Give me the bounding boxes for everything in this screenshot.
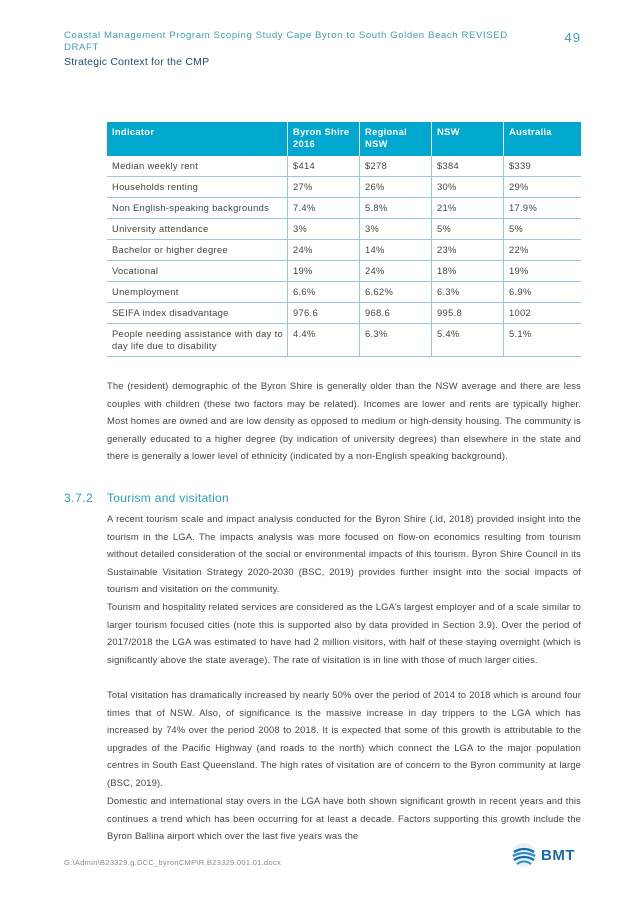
value-cell: 24% (288, 240, 360, 261)
indicator-cell: Households renting (107, 177, 288, 198)
indicator-cell: Bachelor or higher degree (107, 240, 288, 261)
file-path: G:\Admin\B23329.g.DCC_byronCMP\R.B23329.001.01.docx (64, 858, 282, 867)
table-row (107, 324, 581, 357)
paragraph: A recent tourism scale and impact analysis conducted for the Byron Shire (.id, 2018) provided insight into the tourism in the LGA. The impacts analysis was more focused on flow-on economics resulting from tourism without detailed consideration of the social or environmental impacts of this tourism. Byron Shire Council in its Sustainable Visitation Strategy 2020-2030 (BSC, 2019) provides further insight into the social impacts of tourism and visitation on the community. (107, 513, 581, 595)
value-cell: 21% (432, 198, 504, 219)
value-cell: 29% (504, 177, 582, 198)
paragraph: Domestic and international stay overs in the LGA have both shown significant growth in recent years and this continues a trend which has been occurring for at least a decade. Factors supporting this growth include the Byron Ballina airport which over the last five years was the (107, 795, 581, 842)
value-cell: $278 (360, 156, 432, 177)
column-header-byron-shire: Byron Shire 2016 (288, 122, 360, 156)
value-cell: 6.9% (504, 282, 582, 303)
value-cell: 19% (504, 261, 582, 282)
value-cell: 5% (504, 219, 582, 240)
column-header-nsw: NSW (432, 122, 504, 156)
value-cell: 19% (288, 261, 360, 282)
value-cell: 22% (504, 240, 582, 261)
value-cell: 976.6 (288, 303, 360, 324)
table-header-row (107, 122, 581, 156)
value-cell: 4.4% (288, 324, 360, 357)
value-cell: 968.6 (360, 303, 432, 324)
value-cell: $339 (504, 156, 582, 177)
value-cell: 3% (360, 219, 432, 240)
value-cell: 26% (360, 177, 432, 198)
value-cell: 6.62% (360, 282, 432, 303)
logo-text: BMT (541, 846, 575, 864)
table-row (107, 177, 581, 198)
indicator-cell: Median weekly rent (107, 156, 288, 177)
value-cell: 18% (432, 261, 504, 282)
table-row (107, 219, 581, 240)
paragraph: Tourism and hospitality related services are considered as the LGA’s largest employer and of a scale similar to larger tourism focused cities (note this is supported also by data provided in Section 3.9). Over the period of 2017/2018 the LGA was estimated to have had 2 million visitors, with half of these staying overnight (which is significantly above the state average). The rate of visitation is in line with those of much larger cities. (107, 601, 581, 665)
value-cell: 24% (360, 261, 432, 282)
indicator-cell: Vocational (107, 261, 288, 282)
table-row (107, 198, 581, 219)
table-row (107, 261, 581, 282)
table-row (107, 303, 581, 324)
chapter-subtitle: Strategic Context for the CMP (64, 56, 210, 68)
indicator-cell: People needing assistance with day to day life due to disability (107, 324, 288, 357)
table-row (107, 282, 581, 303)
column-header-australia: Australia (504, 122, 582, 156)
table-row (107, 156, 581, 177)
value-cell: 5.8% (360, 198, 432, 219)
indicator-cell: Non English-speaking backgrounds (107, 198, 288, 219)
value-cell: 14% (360, 240, 432, 261)
value-cell: 6.3% (432, 282, 504, 303)
paragraph: Total visitation has dramatically increased by nearly 50% over the period of 2014 to 2018 which is around four times that of NSW. Also, of significance is the massive increase in day trippers to the LGA which has increased by 74% over the period 2008 to 2018. It is expected that some of this growth is attributable to the upgrades of the Pacific Highway (and roads to the north) which connect the LGA to the major population centres in South East Queensland. The high rates of visitation are of concern to the Byron community at large (BSC, 2019). (107, 689, 581, 788)
indicator-cell: SEIFA index disadvantage (107, 303, 288, 324)
value-cell: 6.6% (288, 282, 360, 303)
value-cell: 995.8 (432, 303, 504, 324)
value-cell: 5.4% (432, 324, 504, 357)
value-cell: $384 (432, 156, 504, 177)
value-cell: 7.4% (288, 198, 360, 219)
value-cell: 27% (288, 177, 360, 198)
value-cell: 5% (432, 219, 504, 240)
section-title: Tourism and visitation (107, 491, 229, 505)
bmt-logo (511, 840, 581, 870)
section-number: 3.7.2 (64, 491, 94, 505)
indicator-cell: University attendance (107, 219, 288, 240)
document-title: Coastal Management Program Scoping Study Cape Byron to South Golden Beach REVISED DRAFT (64, 30, 508, 53)
column-header-regional-nsw: Regional NSW (360, 122, 432, 156)
page-number: 49 (564, 30, 581, 45)
value-cell: 3% (288, 219, 360, 240)
indicator-cell: Unemployment (107, 282, 288, 303)
demographic-table (107, 122, 581, 357)
value-cell: 17.9% (504, 198, 582, 219)
value-cell: 6.3% (360, 324, 432, 357)
table-row (107, 240, 581, 261)
value-cell: 23% (432, 240, 504, 261)
value-cell: $414 (288, 156, 360, 177)
column-header-indicator: Indicator (107, 122, 288, 156)
value-cell: 30% (432, 177, 504, 198)
value-cell: 1002 (504, 303, 582, 324)
demographic-summary-paragraph: The (resident) demographic of the Byron Shire is generally older than the NSW average and there are less couples with children (these two factors may be related). Incomes are lower and rents are typically higher. Most homes are owned and are low density as opposed to medium or high-density housing. The community is generally educated to a higher degree (by indication of university degrees) than elsewhere in the state and there is generally a lower level of ethnicity (indicated by a non-English speaking background). (107, 380, 581, 462)
bmt-globe-icon (511, 842, 537, 868)
value-cell: 5.1% (504, 324, 582, 357)
